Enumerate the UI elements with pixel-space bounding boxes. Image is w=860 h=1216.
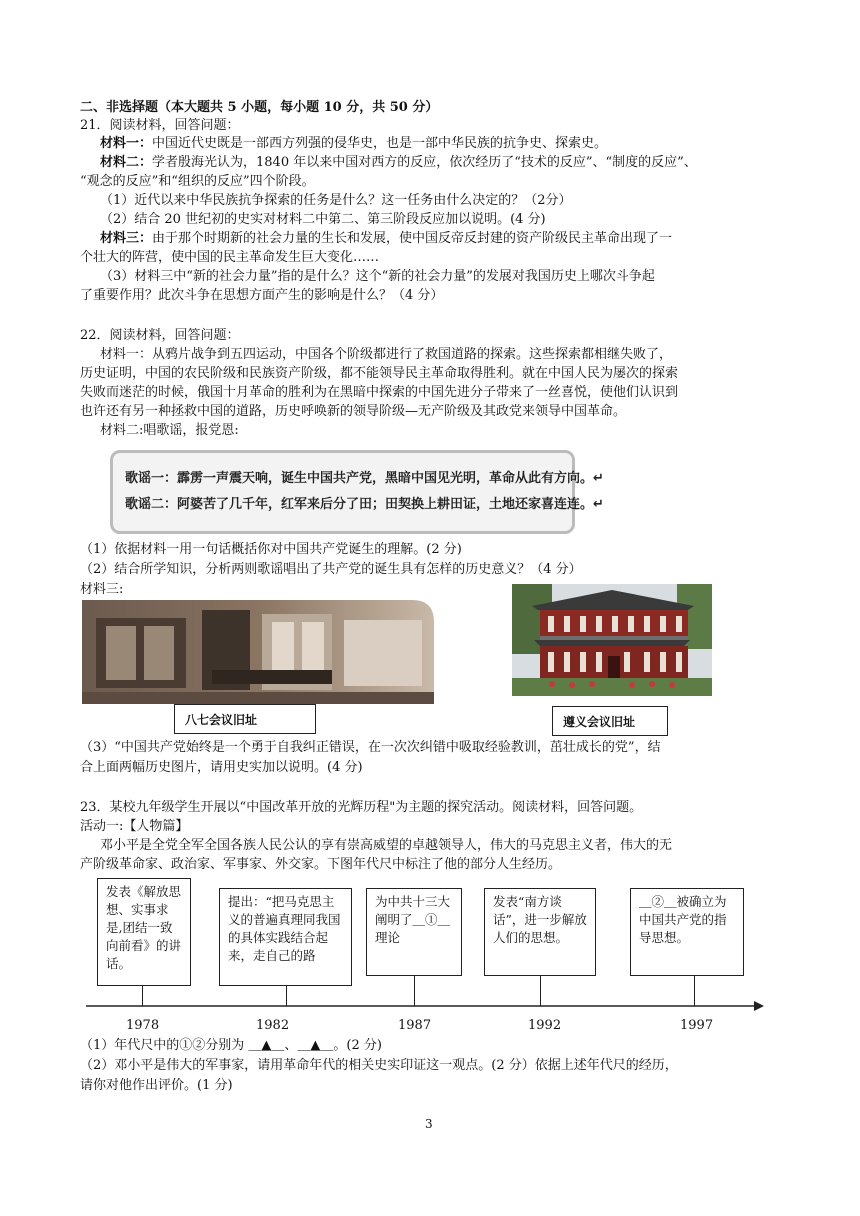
q21-question-1: （1）近代以来中华民族抗争探索的任务是什么？这一任务由什么决定的？（2分） [100,193,572,208]
q22-question-3: （3）“中国共产党始终是一个勇于自我纠正错误，在一次次纠错中吸取经验教训，茁壮成长的党”，结 [80,740,661,755]
q23-intro: 邓小平是全党全军全国各族人民公认的享有崇高威望的卓越领导人，伟大的马克思主义者，伟大的无 [100,838,673,853]
q21-question-3: （3）材料三中“新的社会力量”指的是什么？这个“新的社会力量”的发展对我国历史上哪次斗争起 [100,269,655,284]
bayqi-meeting-photo [82,600,434,704]
q21-material-2 [100,155,697,171]
year-label: 1997 [680,1018,714,1033]
timeline-box-1997: ＿②＿被确立为中国共产党的指导思想。 [630,888,744,976]
q21-material-3 [100,231,672,247]
q22-question-3-cont: 合上面两幅历史图片，请用史实加以说明。(4 分) [80,760,363,775]
material-text: 中国近代史既是一部西方列强的侵华史，也是一部中华民族的抗争史、探索史。 [152,136,608,151]
timeline-box-1992: 发表“南方谈话”，进一步解放人们的思想。 [484,888,596,976]
song-1: 歌谣一：霹雳一声震天响，诞生中国共产党，黑暗中国见光明，革命从此有方向。↵ [125,471,604,486]
material-label: 材料三： [100,231,153,246]
material-label: 材料一： [100,136,153,151]
q23-stem: 23．某校九年级学生开展以“中国改革开放的光辉历程"为主题的探究活动。阅读材料，回答问题。 [80,800,643,815]
q21-question-2: （2）结合 20 世纪初的史实对材料二中第二、第三阶段反应加以说明。(4 分) [100,212,546,227]
q23-question-1: （1）年代尺中的①②分别为 ＿▲＿、＿▲＿。(2 分) [80,1038,382,1053]
q22-question-1: （1）依据材料一用一句话概括你对中国共产党诞生的理解。(2 分) [80,542,462,557]
song-panel [110,450,604,534]
q22-material-2: 材料二:唱歌谣，报党恩: [100,423,239,438]
q22-material-1-l3: 失败而迷茫的时候，俄国十月革命的胜利为在黑暗中探索的中国先进分子带来了一丝喜悦，使他们认识到 [80,385,679,400]
q22-question-2: （2）结合所学知识，分析两则歌谣唱出了共产党的诞生具有怎样的历史意义？（4 分） [80,562,582,577]
year-label: 1987 [398,1018,432,1033]
material-text: 由于那个时期新的社会力量的生长和发展，使中国反帝反封建的资产阶级民主革命出现了一 [152,231,673,246]
q21-material-1 [100,136,607,152]
q21-material-2-cont: “观念的反应”和“组织的反应”四个阶段。 [80,174,315,189]
q23-question-2: （2）邓小平是伟大的军事家，请用革命年代的相关史实印证这一观点。(2 分）依据上述年代尺的经历， [80,1058,678,1073]
year-label: 1982 [256,1018,290,1033]
section-title: 二、非选择题（本大题共 5 小题，每小题 10 分，共 50 分） [80,100,439,115]
q21-stem: 21．阅读材料，回答问题： [80,118,240,133]
zunyi-meeting-photo [512,584,712,696]
song-2: 歌谣二：阿婆苦了几千年，红军来后分了田；田契换上耕田证，土地还家喜连连。↵ [125,497,604,512]
q23-activity-1: 活动一:【人物篇】 [80,819,189,834]
q22-material-3-label: 材料三: [80,582,124,597]
q22-material-1: 材料一：从鸦片战争到五四运动，中国各个阶级都进行了救国道路的探索。这些探索都相继失败了， [100,347,673,362]
zunyi-caption: 遵义会议旧址 [552,706,668,736]
year-label: 1978 [126,1018,160,1033]
timeline-box-1987: 为中共十三大阐明了＿①＿理论 [366,888,462,976]
q23-question-2-cont: 请你对他作出评价。(1 分) [80,1078,233,1093]
material-text: 学者殷海光认为，1840 年以来中国对西方的反应，依次经历了“技术的反应”、“制度的反应”、 [152,155,697,170]
q22-material-1-l4: 也许还有另一种拯救中国的道路，历史呼唤新的领导阶级—无产阶级及其政党来领导中国革命。 [80,404,627,419]
q22-stem: 22．阅读材料，回答问题： [80,328,240,343]
bayqi-caption: 八七会议旧址 [174,704,316,734]
timeline-box-1978: 发表《解放思想、实事求是,团结一致向前看》的讲话。 [97,878,191,986]
page-number: 3 [425,1117,433,1131]
year-label: 1992 [528,1018,562,1033]
q21-question-3-cont: 了重要作用？此次斗争在思想方面产生的影响是什么？（4 分） [80,288,444,303]
q21-material-3-cont: 个壮大的阵营，使中国的民主革命发生巨大变化…… [80,250,380,265]
q22-material-1-l2: 历史证明，中国的农民阶级和民族资产阶级，都不能领导民主革命取得胜利。就在中国人民为屡次的探索 [80,366,679,381]
timeline-axis [86,1000,766,1012]
q23-intro-cont: 产阶级革命家、政治家、军事家、外交家。下图年代尺中标注了他的部分人生经历。 [80,857,562,872]
material-label: 材料二： [100,155,153,170]
timeline-box-1982: 提出：“把马克思主义的普遍真理同我国的具体实践结合起来，走自己的路 [219,888,352,986]
